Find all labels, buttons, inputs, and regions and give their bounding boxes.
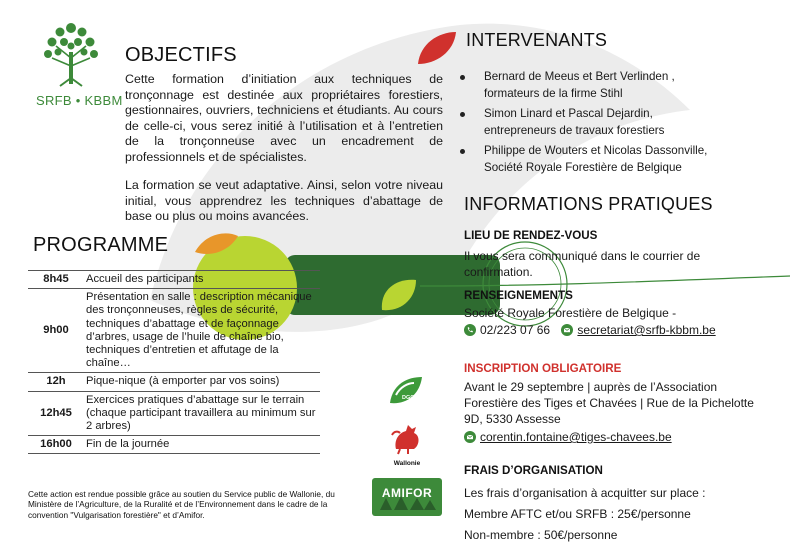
inscription-text: Avant le 29 septembre | auprès de l’Association Forestière des Tiges et Chavées | Rue de la Pichelotte 9D, 5330 Assesse <box>464 380 754 426</box>
intervenant-line1: Simon Linard et Pascal Dejardin, <box>484 107 653 120</box>
table-row <box>28 372 320 390</box>
programme-time: 9h00 <box>43 324 69 337</box>
list-item <box>460 105 780 139</box>
table-row <box>28 288 320 372</box>
objectifs-paragraph-2: La formation se veut adaptative. Ainsi, selon votre niveau initial, vous apprendrez les techniques d’abattage de base ou plus ou moins avancées. <box>125 178 443 224</box>
infos-title: INFORMATIONS PRATIQUES <box>464 194 713 214</box>
bullet-icon <box>460 149 465 154</box>
programme-time: 16h00 <box>40 438 72 451</box>
table-row <box>28 270 320 288</box>
email-icon <box>464 431 476 443</box>
inscription-email-link[interactable]: corentin.fontaine@tiges-chavees.be <box>480 430 672 444</box>
rooster-icon <box>386 421 428 455</box>
lieu-title: LIEU DE RENDEZ-VOUS <box>464 229 598 242</box>
intervenant-line2: Société Royale Forestière de Belgique <box>484 161 682 174</box>
amifor-logo <box>372 478 442 516</box>
renseignements-contact <box>464 322 716 338</box>
intervenant-line1: Bernard de Meeus et Bert Verlinden , <box>484 70 675 83</box>
table-row <box>28 391 320 436</box>
inscription-title: INSCRIPTION OBLIGATOIRE <box>464 362 622 375</box>
dgo3-label: DGO 3 <box>402 395 420 401</box>
inscription-contact <box>464 429 672 445</box>
lieu-text: Il vous sera communiqué dans le courrier de confirmation. <box>464 249 701 279</box>
secretariat-email-link[interactable]: secretariat@srfb-kbbm.be <box>577 323 716 337</box>
frais-line-1: Les frais d’organisation à acquitter sur place : <box>464 486 706 500</box>
phone-number[interactable]: 02/223 07 66 <box>480 323 551 337</box>
programme-title: PROGRAMME <box>33 234 169 256</box>
programme-desc: Pique-nique (à emporter par vos soins) <box>86 375 280 388</box>
bullet-icon <box>460 112 465 117</box>
programme-desc: Accueil des participants <box>86 273 204 285</box>
programme-time: 8h45 <box>43 273 69 285</box>
frais-line-3: Non-membre : 50€/personne <box>464 528 618 542</box>
list-item <box>460 68 780 102</box>
intervenants-title: INTERVENANTS <box>466 30 608 50</box>
logo-name: SRFB • KBBM <box>36 93 123 108</box>
dgo3-logo <box>384 373 428 411</box>
programme-desc: Présentation en salle : description mécanique des tronçonneuses, règles de sécurité, techniques d’abattage et de façonnage d’arbres, usage de l’huile de chaîne bio, techniques d’entretien et affutage de la chaîne… <box>86 291 312 370</box>
programme-time: 12h45 <box>40 406 72 419</box>
email-icon <box>561 324 573 336</box>
list-item <box>460 142 780 176</box>
programme-time: 12h <box>46 375 66 388</box>
wallonie-logo <box>386 421 428 465</box>
dgo3-logo-icon <box>384 373 428 411</box>
tree-logo-icon <box>44 23 98 86</box>
phone-icon <box>464 324 476 336</box>
footnote: Cette action est rendue possible grâce au soutien du Service public de Wallonie, du Ministère de l’Agriculture, de la Ruralité et de l’Environnement dans le cadre de la convention "Vulgarisation forestière" et d’Amifor. <box>28 489 335 520</box>
amifor-label: AMIFOR <box>381 486 433 500</box>
objectifs-paragraph-1: Cette formation d’initiation aux techniques de tronçonnage est destinée aux propriétaires forestiers, gestionnaires, ouvriers, techniciens et étudiants. Au cours de celle-ci, vous serez initié à l’utilisation et à l’entretien de la tronçonneuse avec un encadrement de professionnels et de spécialistes. <box>125 72 443 164</box>
renseignements-title: RENSEIGNEMENTS <box>464 289 573 302</box>
programme-table <box>28 270 320 454</box>
intervenant-line1: Philippe de Wouters et Nicolas Dassonville, <box>484 144 708 157</box>
renseignements-org: Société Royale Forestière de Belgique - <box>464 306 677 320</box>
wallonie-label: Wallonie <box>393 460 421 467</box>
programme-desc: Fin de la journée <box>86 438 170 451</box>
table-row <box>28 435 320 454</box>
frais-title: FRAIS D’ORGANISATION <box>464 464 603 477</box>
objectifs-title: OBJECTIFS <box>125 44 237 66</box>
intervenant-line2: entrepreneurs de travaux forestiers <box>484 124 665 137</box>
bullet-icon <box>460 75 465 80</box>
frais-line-2: Membre AFTC et/ou SRFB : 25€/personne <box>464 507 691 521</box>
programme-desc: Exercices pratiques d’abattage sur le terrain (chaque participant travaillera au minimum sur 2 arbres) <box>86 393 316 433</box>
intervenants-list <box>460 68 780 179</box>
intervenant-line2: formateurs de la firme Stihl <box>484 87 623 100</box>
